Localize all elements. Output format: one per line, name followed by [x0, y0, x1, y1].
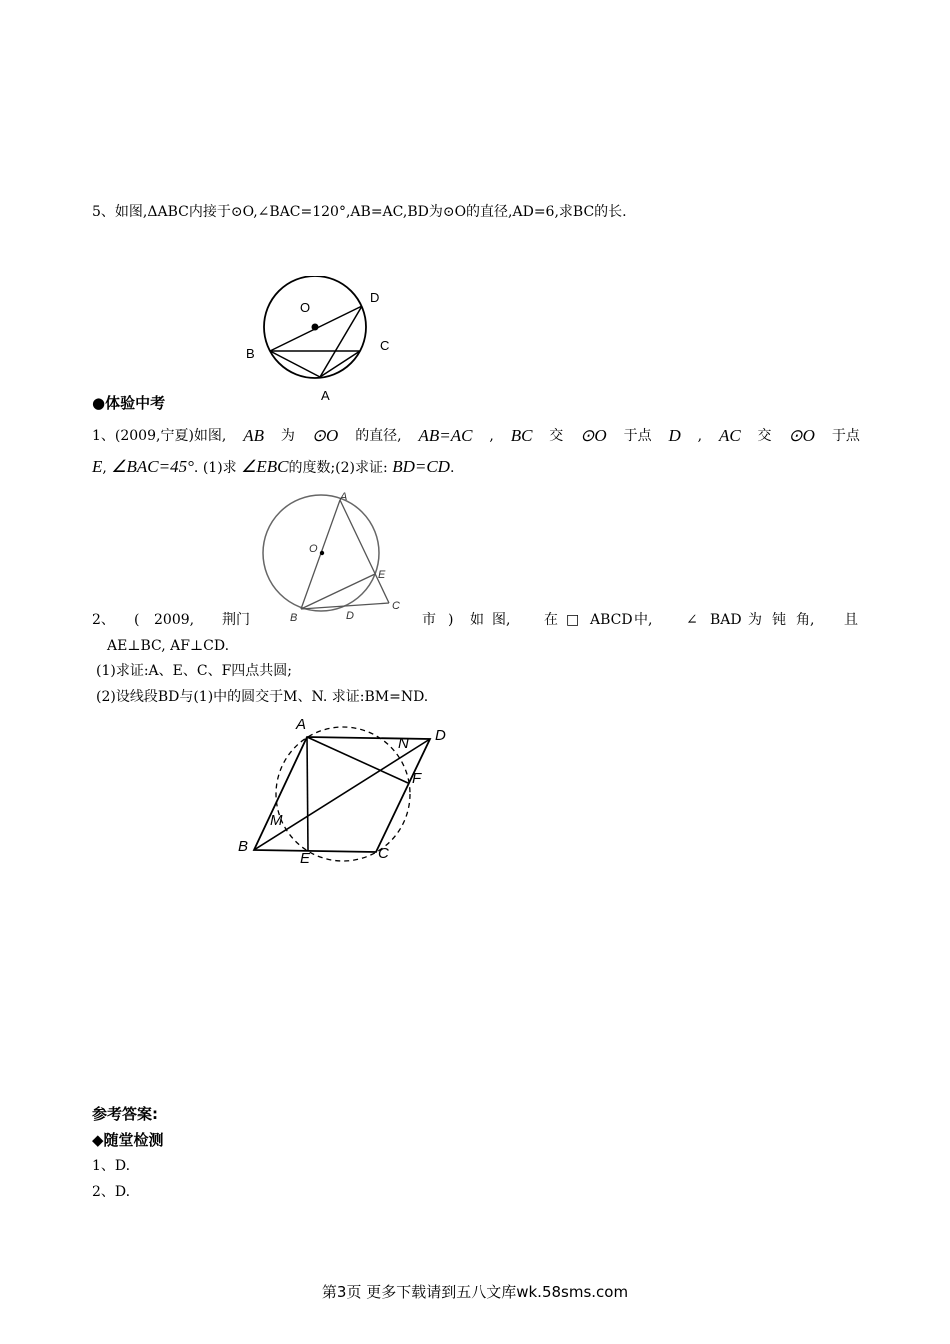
- ex1-part: AC: [718, 426, 741, 445]
- ex2-part: ∠: [686, 612, 698, 628]
- ex2-part: ABCD: [590, 612, 633, 628]
- exercise-1-figure: [255, 486, 415, 626]
- ex1-part: 交: [549, 428, 564, 444]
- segment-ca: [320, 351, 360, 377]
- ex2-part: 钝: [772, 612, 786, 628]
- ex1-math: E: [92, 457, 103, 476]
- question-5-figure: [240, 276, 400, 406]
- label-d: D: [346, 610, 354, 622]
- ex2-part: 且: [844, 612, 858, 628]
- section-exam-title: ●体验中考: [92, 394, 166, 412]
- label-f: F: [412, 770, 422, 787]
- label-n: N: [398, 735, 409, 752]
- exercise-2-part-2: (2)设线段BD与(1)中的圆交于M、N. 求证:BM=ND.: [96, 689, 429, 705]
- ex2-part: 图,: [492, 612, 511, 628]
- ex2-part: 为: [748, 612, 762, 628]
- ex2-part: 2009,: [154, 612, 195, 628]
- ex1-part: ⊙O: [580, 426, 607, 445]
- ex2-part: BAD: [710, 612, 742, 628]
- ex2-part: ): [448, 612, 454, 628]
- ex2-part: 荆门: [222, 612, 250, 628]
- ex2-part: (: [134, 612, 140, 628]
- ex1-part: ,: [489, 428, 494, 444]
- label-o: O: [300, 300, 311, 315]
- ex2-part: 角,: [796, 612, 815, 628]
- label-e: E: [300, 850, 311, 867]
- label-d: D: [435, 727, 446, 744]
- ex1-part: AB=AC: [418, 426, 473, 445]
- label-d: D: [370, 290, 380, 305]
- ex2-part: 如: [470, 612, 484, 628]
- answers-subtitle: ◆随堂检测: [92, 1131, 164, 1149]
- question-5-text: 5、如图,ΔABC内接于⊙O,∠BAC=120°,AB=AC,BD为⊙O的直径,AD=6,求BC的长.: [92, 204, 627, 220]
- exercise-2-figure: [232, 712, 457, 867]
- ex1-math: ∠EBC: [241, 457, 289, 476]
- answers-title: 参考答案:: [92, 1105, 158, 1123]
- label-m: M: [270, 812, 283, 829]
- label-a: A: [340, 491, 348, 503]
- ex2-part: □: [566, 612, 580, 628]
- ex1-part: 于点: [831, 428, 860, 444]
- center-dot: [312, 324, 319, 331]
- ex1-part: 的直径,: [355, 428, 402, 444]
- label-b: B: [238, 838, 249, 855]
- ex1-text: . (1)求: [193, 460, 237, 476]
- ex1-part: ,: [697, 428, 703, 444]
- ex1-part: ⊙O: [788, 426, 815, 445]
- label-c: C: [380, 338, 390, 353]
- segment-ae: [307, 737, 308, 851]
- ex1-text: .: [449, 460, 455, 476]
- ex2-part: 2、: [92, 612, 115, 628]
- ex1-part: ⊙O: [311, 426, 339, 445]
- exercise-1-line-1: [92, 425, 860, 447]
- page-footer: 第3页 更多下载请到五八文库wk.58sms.com: [321, 1283, 629, 1301]
- answer-2: 2、D.: [92, 1184, 131, 1200]
- ex1-part: 交: [757, 428, 772, 444]
- label-c: C: [378, 845, 389, 862]
- exercise-1-line-2: [92, 456, 454, 479]
- exercise-2-part-1: (1)求证:A、E、C、F四点共圆;: [96, 663, 293, 679]
- ex1-part: 1、(2009,宁夏)如图,: [92, 428, 227, 444]
- exercise-2-line-1b: AE⊥BC, AF⊥CD.: [107, 638, 230, 654]
- ex1-part: BC: [510, 426, 533, 445]
- label-o: O: [309, 543, 318, 555]
- ex1-part: 于点: [623, 428, 652, 444]
- label-c: C: [392, 600, 400, 612]
- ex2-part: 中,: [634, 612, 653, 628]
- ex1-part: 为: [280, 428, 295, 444]
- label-b: B: [290, 612, 298, 624]
- ex1-part: AB: [243, 426, 265, 445]
- segment-af: [307, 737, 408, 783]
- label-a: A: [321, 388, 330, 403]
- answer-1: 1、D.: [92, 1158, 131, 1174]
- ex1-text: 的度数;(2)求证:: [288, 460, 388, 476]
- ex1-text: ,: [102, 460, 107, 476]
- label-b: B: [246, 346, 255, 361]
- ex1-part: D: [668, 426, 681, 445]
- exercise-2-line-1: [92, 610, 860, 630]
- label-a: A: [296, 716, 307, 733]
- center-dot: [320, 551, 324, 555]
- label-e: E: [378, 569, 386, 581]
- segment-bc: [301, 603, 389, 609]
- ex1-math: BD=CD: [392, 457, 450, 476]
- ex2-part: 市: [422, 612, 436, 628]
- ex1-math: ∠BAC=45°: [111, 457, 194, 476]
- ex2-part: 在: [544, 612, 558, 628]
